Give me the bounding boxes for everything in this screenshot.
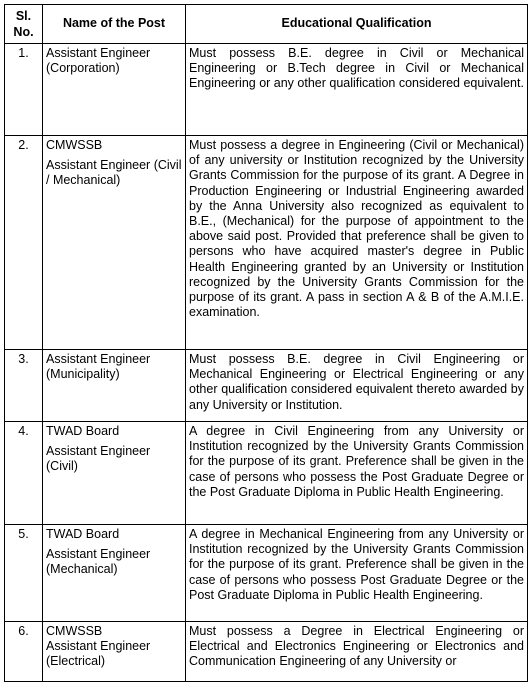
row-post-cell <box>43 422 186 525</box>
organization-name: TWAD Board <box>46 527 120 541</box>
qualification-table <box>4 4 528 682</box>
sl-no-header <box>5 5 43 44</box>
row-post-cell <box>43 525 186 622</box>
table-row <box>5 622 528 682</box>
row-qualification: Must possess a Degree in Electrical Engineering or Electrical and Electronics Engineering or Electronics and Communication Engineering of any University or <box>186 622 528 682</box>
sl-header-line1: Sl. <box>15 9 32 23</box>
row-post-cell <box>43 136 186 350</box>
row-sl-number: 4. <box>5 422 43 525</box>
post-name: Assistant Engineer (Electrical) <box>46 639 151 669</box>
row-post-cell <box>43 622 186 682</box>
organization-name: TWAD Board <box>46 424 120 438</box>
row-post-cell <box>43 350 186 422</box>
row-qualification: A degree in Mechanical Engineering from any University or Institution recognized by the University Grants Commission for the purpose of its grant. Preference shall be given in the case of persons who possess Post Graduate Degree or the Post Graduate Diploma in Public Health Engineering. <box>186 525 528 622</box>
table-row <box>5 44 528 136</box>
sl-header-line2: No. <box>13 25 34 39</box>
post-name: Assistant Engineer (Municipality) <box>46 352 151 382</box>
post-name: Assistant Engineer (Mechanical) <box>46 547 151 577</box>
row-post-cell <box>43 44 186 136</box>
post-name: Assistant Engineer (Civil) <box>46 444 151 474</box>
row-qualification: Must possess a degree in Engineering (Civil or Mechanical) of any university or Institution recognized by the University Grants Commission for the purpose of its grant. A Degree in Production Engineering or Industrial Engineering awarded by the Anna University also recognized as equivalent to B.E., (Mechanical) for the purpose of appointment to the above said post. Provided that preference shall be given to persons who have acquired master's degree in Public Health Engineering granted by an University or Institution recognized by the University Grants Commission for the purpose of its grant. A pass in section A & B of the A.M.I.E. examination. <box>186 136 528 350</box>
post-name: Assistant Engineer (Civil / Mechanical) <box>46 158 182 188</box>
organization-name: CMWSSB <box>46 138 103 152</box>
table-row <box>5 525 528 622</box>
row-sl-number: 3. <box>5 350 43 422</box>
table-header-row <box>5 5 528 44</box>
row-qualification: A degree in Civil Engineering from any University or Institution recognized by the University Grants Commission for the purpose of its grant. Preference shall be given in the case of persons who possess the Post Graduate Degree or the Post Graduate Diploma in Public Health Engineering. <box>186 422 528 525</box>
qualification-header: Educational Qualification <box>186 5 528 44</box>
post-name-header: Name of the Post <box>43 5 186 44</box>
row-sl-number: 5. <box>5 525 43 622</box>
row-qualification: Must possess B.E. degree in Civil Engineering or Mechanical Engineering or Electrical Engineering or any other qualification considered equivalent thereto awarded by any University or Institution. <box>186 350 528 422</box>
row-qualification: Must possess B.E. degree in Civil or Mechanical Engineering or B.Tech degree in Civil or Mechanical Engineering or any other qualification considered equivalent. <box>186 44 528 136</box>
table-row <box>5 422 528 525</box>
row-sl-number: 6. <box>5 622 43 682</box>
table-row <box>5 350 528 422</box>
post-name: Assistant Engineer (Corporation) <box>46 46 151 76</box>
row-sl-number: 2. <box>5 136 43 350</box>
row-sl-number: 1. <box>5 44 43 136</box>
table-row <box>5 136 528 350</box>
organization-name: CMWSSB <box>46 624 103 638</box>
